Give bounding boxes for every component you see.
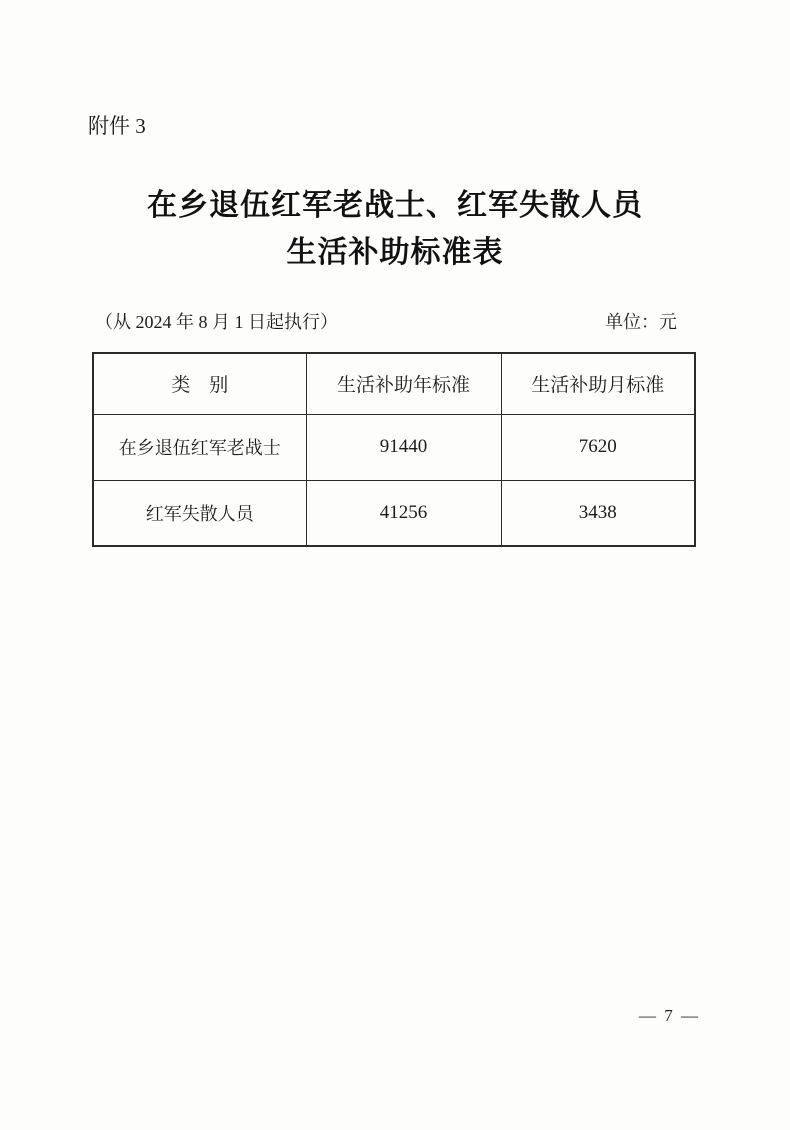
title-line-1: 在乡退伍红军老战士、红军失散人员: [147, 189, 643, 222]
attachment-label: 附件 3: [88, 114, 146, 138]
cell-category: 红军失散人员: [93, 480, 306, 546]
cell-monthly: 7620: [501, 414, 695, 480]
header-annual-standard: 生活补助年标准: [306, 353, 501, 414]
title-line-2: 生活补助标准表: [286, 236, 504, 269]
cell-category: 在乡退伍红军老战士: [93, 414, 306, 480]
header-monthly-standard: 生活补助月标准: [501, 353, 695, 414]
meta-row: [95, 308, 677, 334]
page-number: — 7 —: [639, 1006, 700, 1025]
cell-annual: 91440: [306, 414, 501, 480]
table-row-veterans: [93, 414, 695, 480]
table-header-row: [93, 353, 695, 414]
effective-date-note: （从 2024 年 8 月 1 日起执行）: [95, 312, 338, 332]
unit-label: 单位：元: [605, 312, 677, 332]
cell-monthly: 3438: [501, 480, 695, 546]
header-category: 类 别: [93, 353, 306, 414]
subsidy-table: [92, 352, 696, 547]
document-title: [0, 182, 790, 276]
cell-annual: 41256: [306, 480, 501, 546]
table-row-dispersed: [93, 480, 695, 546]
